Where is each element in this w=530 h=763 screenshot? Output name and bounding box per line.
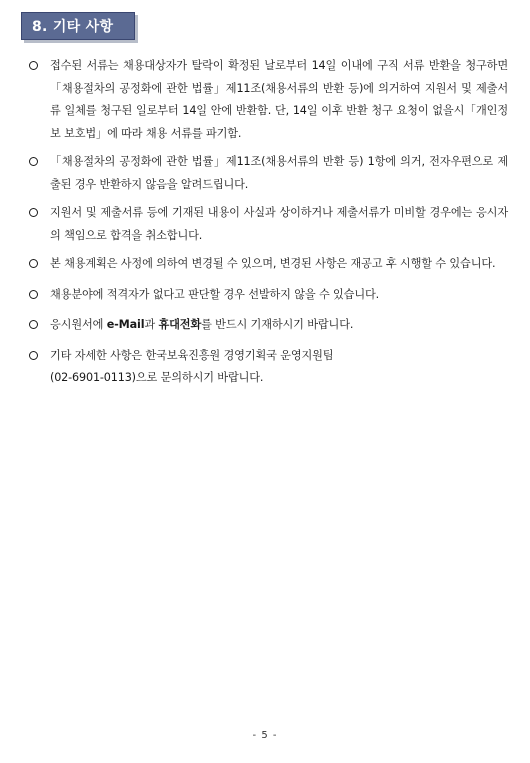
notice-list: [26, 55, 508, 390]
item-text: 「채용절차의 공정화에 관한 법률」제11조(채용서류의 반환 등) 1항에 의거, 전자우편으로 제출된 경우 반환하지 않음을 알려드립니다.: [50, 155, 508, 191]
circle-bullet-icon: [29, 351, 38, 360]
list-item: [26, 202, 508, 247]
circle-bullet-icon: [29, 259, 38, 268]
circle-bullet-icon: [29, 320, 38, 329]
item-text: 지원서 및 제출서류 등에 기재된 내용이 사실과 상이하거나 제출서류가 미비할 경우에는 응시자의 책임으로 합격을 취소합니다.: [50, 206, 508, 242]
circle-bullet-icon: [29, 61, 38, 70]
list-item: [26, 314, 508, 337]
item-text: 본 채용계획은 사정에 의하여 변경될 수 있으며, 변경된 사항은 재공고 후 시행할 수 있습니다.: [50, 257, 496, 270]
contact-text-line2: (02-6901-0113)으로 문의하시기 바랍니다.: [50, 371, 264, 384]
page-number: - 5 -: [252, 730, 278, 741]
list-item: [26, 55, 508, 145]
list-item: [26, 284, 508, 307]
circle-bullet-icon: [29, 157, 38, 166]
phone-emphasis: 휴대전화: [158, 318, 202, 331]
item-text-middle: 과: [144, 318, 159, 331]
contact-text-line1: 기타 자세한 사항은 한국보육진흥원 경영기획국 운영지원팀: [50, 348, 334, 362]
circle-bullet-icon: [29, 208, 38, 217]
section-title: 8. 기타 사항: [21, 12, 135, 40]
list-item: [26, 253, 508, 276]
item-text-prefix: 응시원서에: [50, 318, 107, 331]
list-item: [26, 345, 508, 390]
list-item: [26, 151, 508, 196]
item-text: 접수된 서류는 채용대상자가 탈락이 확정된 날로부터 14일 이내에 구직 서류 반환을 청구하면「채용절차의 공정화에 관한 법률」제11조(채용서류의 반환 등)에 의거하여 지원서 및 제출서류 일체를 청구된 일로부터 14일 안에 반환함. 단, 14일 이후 반환 청구 요청이 없을시「개인정보 보호법」에 따라 채용 서류를 파기함.: [50, 59, 508, 140]
circle-bullet-icon: [29, 290, 38, 299]
item-text-suffix: 를 반드시 기재하시기 바랍니다.: [201, 318, 354, 331]
item-text: 채용분야에 적격자가 없다고 판단할 경우 선발하지 않을 수 있습니다.: [50, 287, 380, 301]
email-emphasis: e-Mail: [106, 318, 145, 331]
